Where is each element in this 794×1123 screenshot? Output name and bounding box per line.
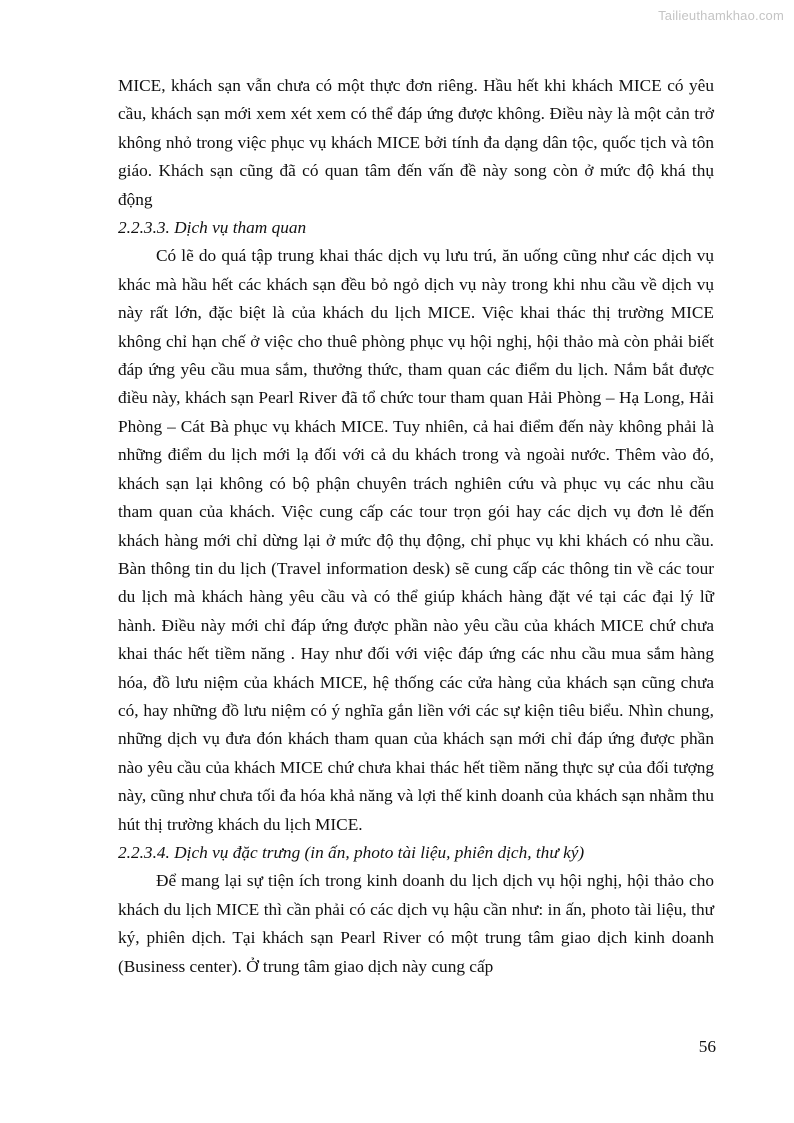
section-heading-special-services: 2.2.3.4. Dịch vụ đặc trưng (in ấn, photo tài liệu, phiên dịch, thư ký) (118, 842, 585, 862)
paragraph-sightseeing-service: Có lẽ do quá tập trung khai thác dịch vụ lưu trú, ăn uống cũng như các dịch vụ khác mà hầu hết các khách sạn đều bỏ ngỏ dịch vụ này trong khi nhu cầu về dịch vụ này rất lớn, đặc biệt là của khách du lịch MICE. Việc khai thác thị trường MICE không chỉ hạn chế ở việc cho thuê phòng phục vụ hội nghị, hội thảo mà còn phải biết đáp ứng yêu cầu mua sắm, thưởng thức, tham quan các điểm du lịch. Nắm bắt được điều này, khách sạn Pearl River đã tổ chức tour tham quan Hải Phòng – Hạ Long, Hải Phòng – Cát Bà phục vụ khách MICE. Tuy nhiên, cả hai điểm đến này không phải là những điểm du lịch mới lạ đối với cả du khách trong và ngoài nước. Thêm vào đó, khách sạn lại không có bộ phận chuyên trách nghiên cứu và phục vụ các nhu cầu tham quan của khách. Việc cung cấp các tour trọn gói hay các dịch vụ đơn lẻ đến khách hàng mới chỉ dừng lại ở mức độ thụ động, chỉ phục vụ khi khách có nhu cầu. Bàn thông tin du lịch (Travel information desk) sẽ cung cấp các thông tin về các tour du lịch mà khách hàng yêu cầu và có thể giúp khách hàng đặt vé tại các đại lý lữ hành. Điều này mới chỉ đáp ứng được phần nào yêu cầu của khách MICE chứ chưa khai thác hết tiềm năng . Hay như đối với việc đáp ứng các nhu cầu mua sắm hàng hóa, đồ lưu niệm của khách MICE, hệ thống các cửa hàng của khách sạn cũng chưa có, hay những đồ lưu niệm có ý nghĩa gắn liền với các sự kiện tiêu biểu. Nhìn chung, những dịch vụ đưa đón khách tham quan của khách sạn mới chỉ đáp ứng được phần nào yêu cầu của khách MICE chứ chưa khai thác hết tiềm năng thực sự của đối tượng này, cũng như chưa tối đa hóa khả năng và lợi thế kinh doanh của khách sạn nhằm thu hút thị trường khách du lịch MICE. (118, 246, 714, 834)
page-number: 56 (698, 1037, 716, 1056)
paragraph-mice-menu: MICE, khách sạn vẫn chưa có một thực đơn riêng. Hầu hết khi khách MICE có yêu cầu, khách sạn mới xem xét xem có thể đáp ứng được không. Điều này là một cản trở không nhỏ trong việc phục vụ khách MICE bởi tính đa dạng dân tộc, quốc tịch và tôn giáo. Khách sạn cũng đã có quan tâm đến vấn đề này song còn ở mức độ khá thụ động (118, 76, 714, 209)
paragraph-special-services: Để mang lại sự tiện ích trong kinh doanh du lịch dịch vụ hội nghị, hội thảo cho khách du lịch MICE thì cần phải có các dịch vụ hậu cần như: in ấn, photo tài liệu, thư ký, phiên dịch. Tại khách sạn Pearl River có một trung tâm giao dịch kinh doanh (Business center). Ở trung tâm giao dịch này cung cấp (118, 871, 714, 976)
page-content (118, 72, 714, 981)
watermark: Tailieuthamkhao.com (658, 8, 784, 23)
section-heading-sightseeing: 2.2.3.3. Dịch vụ tham quan (118, 218, 307, 238)
